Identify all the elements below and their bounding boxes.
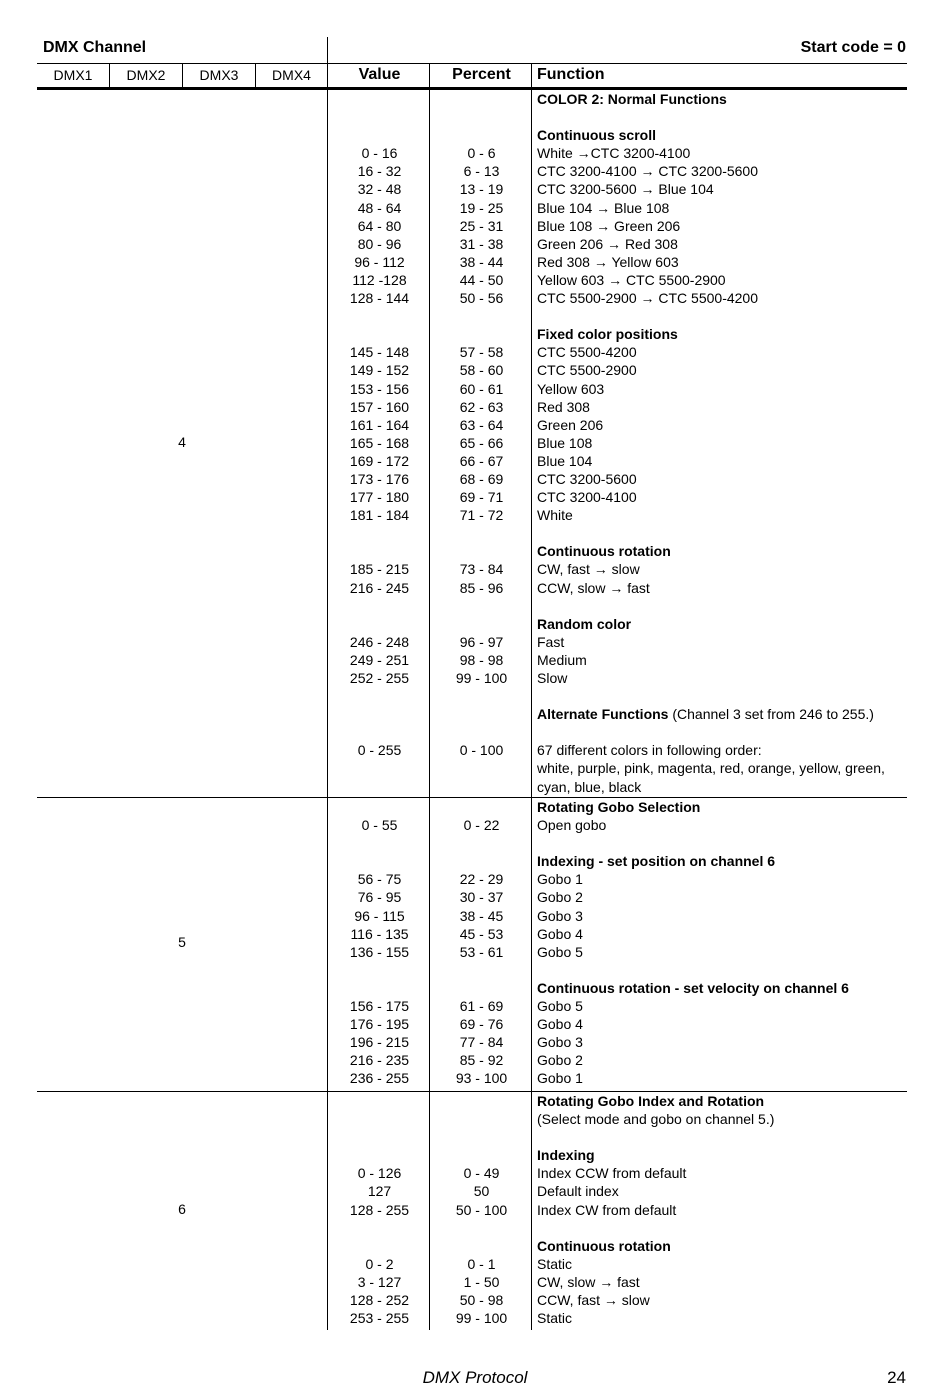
value-cell (330, 90, 429, 108)
function-cell: Yellow 603 (537, 380, 605, 397)
col-header-dmx1: DMX1 (53, 67, 93, 83)
value-cell: 157 - 160 (349, 398, 410, 415)
function-cell: CW, fast → slow (537, 561, 640, 578)
function-cell (537, 524, 909, 542)
value-column (330, 798, 429, 1088)
value-cell: 80 - 96 (357, 235, 402, 252)
channel-section (0, 798, 950, 1088)
function-cell: Continuous rotation (537, 543, 671, 560)
percent-cell (432, 834, 531, 852)
percent-cell: 61 - 69 (459, 998, 504, 1015)
value-cell: 249 - 251 (349, 651, 410, 668)
value-cell (330, 524, 429, 542)
function-cell: Fast (537, 633, 565, 650)
percent-cell (432, 90, 531, 108)
percent-cell: 68 - 69 (459, 470, 504, 487)
col-divider (182, 63, 183, 88)
percent-cell: 50 (473, 1183, 490, 1200)
function-cell: Yellow 603 → CTC 5500-2900 (537, 271, 726, 288)
value-cell: 127 (367, 1183, 392, 1200)
value-cell (330, 126, 429, 144)
function-cell: Gobo 5 (537, 998, 583, 1015)
page-number: 24 (887, 1368, 906, 1387)
function-cell: CTC 3200-5600 (537, 470, 637, 487)
function-cell (537, 705, 909, 723)
percent-cell: 96 - 97 (459, 633, 504, 650)
function-cell: CTC 3200-5600 → Blue 104 (537, 181, 714, 198)
value-cell (330, 852, 429, 870)
percent-column (432, 1092, 531, 1327)
value-cell: 253 - 255 (349, 1310, 410, 1327)
percent-cell (432, 687, 531, 705)
percent-cell: 69 - 71 (459, 489, 504, 506)
percent-cell: 0 - 49 (463, 1165, 500, 1182)
function-cell: CTC 3200-4100 (537, 489, 637, 506)
percent-cell: 69 - 76 (459, 1016, 504, 1033)
col-divider (255, 63, 256, 88)
value-cell: 48 - 64 (357, 199, 402, 216)
function-note: (Channel 3 set from 246 to 255.) (668, 706, 874, 723)
percent-cell (432, 1237, 531, 1255)
percent-cell: 0 - 22 (463, 817, 500, 834)
value-cell (330, 307, 429, 325)
channel-number: 5 (178, 933, 186, 950)
percent-cell: 50 - 100 (455, 1201, 508, 1218)
value-column (330, 90, 429, 796)
percent-cell: 13 - 19 (459, 181, 504, 198)
function-cell: Indexing (537, 1147, 595, 1164)
channel-number: 6 (178, 1200, 186, 1217)
percent-cell: 38 - 44 (459, 253, 504, 270)
channel-section (0, 90, 950, 796)
function-cell (537, 1219, 909, 1237)
value-cell (330, 615, 429, 633)
function-cell: Static (537, 1310, 573, 1327)
function-cell: Slow (537, 670, 568, 686)
function-heading: Alternate Functions (537, 706, 669, 723)
function-cell: Index CCW from default (537, 1165, 687, 1182)
function-cell: CTC 5500-2900 → CTC 5500-4200 (537, 290, 759, 307)
percent-cell (432, 615, 531, 633)
percent-cell: 98 - 98 (459, 651, 504, 668)
value-cell: 246 - 248 (349, 633, 410, 650)
value-cell (330, 542, 429, 560)
function-cell: CTC 3200-4100 → CTC 3200-5600 (537, 163, 759, 180)
value-cell: 112 -128 (352, 271, 407, 288)
function-cell: CCW, fast → slow (537, 1292, 650, 1309)
function-cell: Gobo 1 (537, 1070, 583, 1087)
percent-cell: 73 - 84 (459, 561, 504, 578)
table-title: DMX Channel (43, 39, 147, 56)
percent-cell: 66 - 67 (459, 452, 504, 469)
function-cell: Indexing - set position on channel 6 (537, 853, 776, 870)
value-cell: 3 - 127 (357, 1273, 402, 1290)
percent-cell: 85 - 92 (459, 1052, 504, 1069)
value-cell (330, 705, 429, 723)
col-header-function: Function (537, 66, 605, 83)
percent-cell: 99 - 100 (455, 670, 508, 686)
value-cell (330, 1146, 429, 1164)
percent-cell (432, 307, 531, 325)
function-cell: White (537, 507, 573, 524)
function-cell: (Select mode and gobo on channel 5.) (537, 1111, 775, 1128)
percent-cell (432, 961, 531, 979)
col-header-value: Value (358, 66, 401, 83)
value-cell: 128 - 144 (349, 290, 410, 307)
percent-cell: 1 - 50 (463, 1273, 500, 1290)
percent-cell (432, 852, 531, 870)
value-cell: 156 - 175 (349, 998, 410, 1015)
value-cell (330, 759, 429, 777)
value-cell: 128 - 255 (349, 1201, 410, 1218)
function-cell: Red 308 → Yellow 603 (537, 253, 679, 270)
function-column (537, 798, 909, 1088)
percent-cell: 0 - 6 (467, 145, 496, 162)
function-cell: Gobo 4 (537, 1016, 583, 1033)
percent-cell (432, 1092, 531, 1110)
function-cell: Blue 108 (537, 434, 593, 451)
percent-cell: 45 - 53 (459, 925, 504, 942)
footer-title: DMX Protocol (422, 1368, 528, 1387)
col-header-percent: Percent (452, 66, 511, 83)
function-cell: Static (537, 1255, 573, 1272)
percent-cell: 0 - 100 (459, 742, 504, 759)
percent-cell (432, 524, 531, 542)
value-cell: 128 - 252 (349, 1292, 410, 1309)
function-cell: White →CTC 3200-4100 (537, 145, 691, 162)
col-divider (429, 63, 430, 88)
value-cell: 32 - 48 (357, 181, 402, 198)
function-cell: Gobo 1 (537, 871, 583, 888)
percent-cell: 38 - 45 (459, 907, 504, 924)
value-cell (330, 1237, 429, 1255)
value-cell (330, 778, 429, 796)
percent-cell: 22 - 29 (459, 871, 504, 888)
percent-cell (432, 723, 531, 741)
value-cell: 185 - 215 (349, 561, 410, 578)
value-cell (330, 597, 429, 615)
percent-cell: 58 - 60 (459, 362, 504, 379)
channel-section (0, 1092, 950, 1327)
value-cell: 161 - 164 (349, 416, 410, 433)
col-header-dmx3: DMX3 (199, 67, 239, 83)
value-cell (330, 1110, 429, 1128)
value-cell: 76 - 95 (357, 889, 402, 906)
col-header-dmx2: DMX2 (126, 67, 166, 83)
percent-cell: 53 - 61 (459, 943, 504, 960)
function-column (537, 1092, 909, 1327)
value-cell: 16 - 32 (357, 163, 402, 180)
percent-cell (432, 126, 531, 144)
value-cell (330, 1092, 429, 1110)
channel-number: 4 (178, 433, 186, 450)
value-cell (330, 979, 429, 997)
percent-cell (432, 705, 531, 723)
percent-column (432, 90, 531, 796)
value-cell (330, 961, 429, 979)
value-cell: 173 - 176 (349, 470, 410, 487)
function-cell: CCW, slow → fast (537, 579, 650, 596)
function-cell: Index CW from default (537, 1201, 677, 1218)
function-cell (537, 834, 909, 852)
value-cell: 149 - 152 (349, 362, 410, 379)
value-cell: 181 - 184 (349, 507, 410, 524)
percent-cell: 65 - 66 (459, 434, 504, 451)
function-cell (537, 687, 909, 705)
value-cell: 96 - 115 (354, 907, 405, 924)
value-cell: 116 - 135 (350, 925, 409, 942)
value-cell: 96 - 112 (354, 253, 405, 270)
function-cell (537, 1128, 909, 1146)
percent-cell: 99 - 100 (455, 1310, 508, 1327)
value-cell: 176 - 195 (349, 1016, 410, 1033)
value-cell (330, 1219, 429, 1237)
percent-cell (432, 759, 531, 777)
percent-cell (432, 1128, 531, 1146)
function-cell (537, 307, 909, 325)
function-cell: cyan, blue, black (537, 778, 642, 795)
percent-cell: 50 - 98 (459, 1292, 504, 1309)
percent-cell: 19 - 25 (459, 199, 504, 216)
percent-cell: 85 - 96 (459, 579, 504, 596)
value-cell (330, 723, 429, 741)
percent-cell: 44 - 50 (459, 271, 504, 288)
value-cell: 145 - 148 (349, 344, 410, 361)
function-cell: Gobo 5 (537, 943, 583, 960)
value-cell: 56 - 75 (357, 871, 402, 888)
percent-cell (432, 1110, 531, 1128)
function-cell: Rotating Gobo Index and Rotation (537, 1093, 765, 1109)
percent-cell: 63 - 64 (459, 416, 504, 433)
function-cell: Gobo 4 (537, 925, 583, 942)
value-cell: 165 - 168 (349, 434, 410, 451)
function-cell (537, 597, 909, 615)
value-cell: 196 - 215 (349, 1034, 410, 1051)
section-rule (37, 1091, 907, 1092)
value-cell (330, 1128, 429, 1146)
header-divider (327, 37, 328, 63)
function-cell: Gobo 2 (537, 889, 583, 906)
percent-cell (432, 798, 531, 816)
function-cell: Gobo 3 (537, 907, 583, 924)
percent-cell: 25 - 31 (459, 217, 504, 234)
percent-cell (432, 108, 531, 126)
function-cell: Rotating Gobo Selection (537, 799, 701, 815)
percent-cell: 71 - 72 (459, 507, 504, 524)
value-cell: 0 - 126 (357, 1165, 402, 1182)
value-cell (330, 687, 429, 705)
function-cell: Green 206 → Red 308 (537, 235, 678, 252)
percent-cell: 0 - 1 (467, 1255, 496, 1272)
value-cell: 153 - 156 (349, 380, 410, 397)
function-cell (537, 108, 909, 126)
value-cell: 136 - 155 (349, 943, 410, 960)
percent-cell (432, 325, 531, 343)
value-cell (330, 798, 429, 816)
percent-cell: 77 - 84 (459, 1034, 504, 1051)
function-cell (537, 961, 909, 979)
function-cell: CW, slow → fast (537, 1273, 640, 1290)
function-cell: Open gobo (537, 817, 607, 834)
col-divider (327, 63, 328, 88)
function-cell: Gobo 3 (537, 1034, 583, 1051)
percent-cell (432, 1146, 531, 1164)
function-cell: Gobo 2 (537, 1052, 583, 1069)
value-cell: 0 - 2 (365, 1255, 394, 1272)
col-divider (109, 63, 110, 88)
function-cell: Fixed color positions (537, 326, 678, 343)
percent-cell: 60 - 61 (459, 380, 504, 397)
percent-cell: 93 - 100 (455, 1070, 508, 1087)
value-cell (330, 108, 429, 126)
function-cell: Default index (537, 1183, 619, 1200)
value-cell: 216 - 235 (349, 1052, 410, 1069)
value-cell: 252 - 255 (349, 670, 410, 686)
function-cell: Continuous rotation - set velocity on channel 6 (537, 979, 849, 996)
function-cell: Green 206 (537, 416, 604, 433)
percent-cell (432, 979, 531, 997)
header-rule (37, 63, 907, 64)
percent-cell (432, 542, 531, 560)
function-column (537, 90, 909, 796)
col-header-dmx4: DMX4 (272, 67, 311, 83)
percent-cell: 31 - 38 (459, 235, 504, 252)
function-cell: COLOR 2: Normal Functions (537, 91, 727, 107)
percent-cell: 50 - 56 (459, 290, 504, 307)
function-cell: white, purple, pink, magenta, red, orange, yellow, green, (537, 760, 885, 777)
start-code-label: Start code = 0 (800, 39, 906, 56)
value-cell (330, 834, 429, 852)
function-cell: Continuous scroll (537, 127, 656, 144)
percent-cell: 6 - 13 (463, 163, 500, 180)
col-divider (531, 63, 532, 88)
function-cell: 67 different colors in following order: (537, 742, 762, 759)
function-cell: Continuous rotation (537, 1237, 671, 1254)
function-cell: Random color (537, 615, 632, 632)
value-cell (330, 325, 429, 343)
value-cell: 0 - 255 (357, 742, 402, 759)
function-cell: Red 308 (537, 398, 590, 415)
value-cell: 64 - 80 (357, 217, 402, 234)
value-cell: 216 - 245 (349, 579, 410, 596)
value-cell: 0 - 55 (361, 817, 398, 834)
value-cell: 0 - 16 (361, 145, 398, 162)
function-cell: CTC 5500-4200 (537, 344, 637, 361)
function-cell: Blue 104 → Blue 108 (537, 199, 670, 216)
percent-column (432, 798, 531, 1088)
percent-cell: 62 - 63 (459, 398, 504, 415)
value-cell: 236 - 255 (349, 1070, 410, 1087)
percent-cell: 30 - 37 (459, 889, 504, 906)
function-cell: CTC 5500-2900 (537, 362, 637, 379)
percent-cell (432, 778, 531, 796)
percent-cell: 57 - 58 (459, 344, 504, 361)
percent-cell (432, 1219, 531, 1237)
value-cell: 169 - 172 (349, 452, 410, 469)
value-column (330, 1092, 429, 1327)
value-cell: 177 - 180 (349, 489, 410, 506)
function-cell: Blue 108 → Green 206 (537, 217, 681, 234)
function-cell: Medium (537, 651, 587, 668)
function-cell (537, 723, 909, 741)
function-cell: Blue 104 (537, 452, 593, 469)
percent-cell (432, 597, 531, 615)
section-rule (37, 797, 907, 798)
